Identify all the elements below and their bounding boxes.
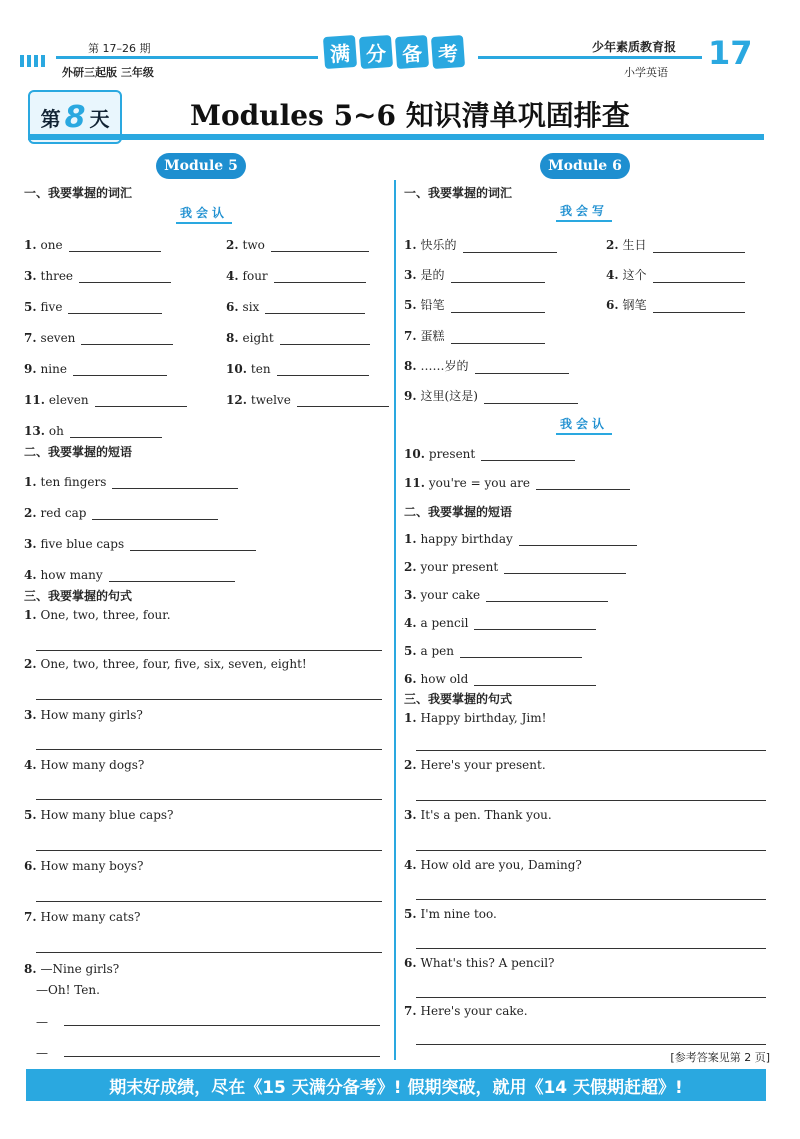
answer-blank[interactable] — [280, 334, 370, 345]
sentence-item: 8. —Nine girls? — [24, 962, 120, 976]
vocab-item: 2. 生日 — [606, 236, 745, 253]
right-section-sentences: 三、我要掌握的句式 — [404, 692, 513, 706]
answer-blank[interactable] — [68, 303, 162, 314]
answer-blank[interactable] — [653, 272, 745, 283]
phrase-item: 4. how many — [24, 568, 235, 582]
answer-line[interactable] — [36, 699, 382, 700]
vocab-item: 6. 钢笔 — [606, 296, 745, 313]
answer-blank[interactable] — [81, 334, 173, 345]
vocab-item: 3. three — [24, 269, 171, 283]
sentence-item: 2. Here's your present. — [404, 758, 546, 772]
vocab-item: 13. oh — [24, 424, 162, 438]
sentence-item: 7. How many cats? — [24, 910, 141, 924]
answer-blank[interactable] — [265, 303, 365, 314]
sentence-item: 3. It's a pen. Thank you. — [404, 808, 552, 822]
header-rule-right — [478, 56, 702, 59]
answer-blank[interactable] — [274, 272, 366, 283]
header-decoration — [20, 52, 48, 71]
answer-line[interactable] — [36, 901, 382, 902]
vocab-item: 11. you're = you are — [404, 476, 630, 490]
answer-note: [参考答案见第 2 页] — [670, 1051, 770, 1064]
vocab-item: 9. nine — [24, 362, 167, 376]
badge-char: 分 — [359, 35, 393, 69]
answer-blank[interactable] — [653, 242, 745, 253]
vocab-item: 8. eight — [226, 331, 370, 345]
sentence-item: 1. Happy birthday, Jim! — [404, 711, 547, 725]
answer-blank[interactable] — [297, 396, 389, 407]
answer-blank[interactable] — [486, 591, 608, 602]
left-sub-recognize: 我会认 — [176, 204, 232, 224]
subject-label: 小学英语 — [624, 66, 668, 79]
dialog-dash: — — [36, 1046, 48, 1060]
phrase-item: 4. a pencil — [404, 616, 596, 630]
title-bar — [28, 134, 764, 140]
answer-line[interactable] — [36, 650, 382, 651]
header-rule-left — [56, 56, 318, 59]
sentence-item: 6. How many boys? — [24, 859, 144, 873]
answer-line[interactable] — [36, 749, 382, 750]
vocab-item: 1. one — [24, 238, 161, 252]
paper-name: 少年素质教育报 — [592, 40, 677, 54]
answer-blank[interactable] — [474, 675, 596, 686]
answer-line[interactable] — [416, 997, 766, 998]
phrase-item: 3. five blue caps — [24, 537, 256, 551]
answer-line[interactable] — [64, 1025, 380, 1026]
answer-blank[interactable] — [69, 241, 161, 252]
day-prefix: 第 — [40, 106, 61, 131]
module-5-pill: Module 5 — [156, 153, 246, 179]
answer-blank[interactable] — [73, 365, 167, 376]
page-number: 17 — [708, 34, 753, 72]
left-section-phrases: 二、我要掌握的短语 — [24, 445, 133, 459]
header-badge — [324, 36, 464, 68]
answer-blank[interactable] — [95, 396, 187, 407]
sentence-item: 4. How many dogs? — [24, 758, 145, 772]
vocab-item: 5. five — [24, 300, 162, 314]
vocab-item: 1. 快乐的 — [404, 236, 557, 253]
right-sub-recognize: 我会认 — [556, 415, 612, 435]
answer-blank[interactable] — [504, 563, 626, 574]
phrase-item: 3. your cake — [404, 588, 608, 602]
vocab-item: 9. 这里(这是) — [404, 387, 578, 404]
left-section-vocab: 一、我要掌握的词汇 — [24, 186, 133, 200]
vocab-item: 4. four — [226, 269, 366, 283]
answer-blank[interactable] — [451, 272, 545, 283]
answer-blank[interactable] — [463, 242, 557, 253]
answer-line[interactable] — [416, 800, 766, 801]
badge-char: 考 — [431, 35, 465, 69]
vocab-item: 5. 铅笔 — [404, 296, 545, 313]
phrase-item: 2. red cap — [24, 506, 218, 520]
sentence-item: 7. Here's your cake. — [404, 1004, 528, 1018]
vocab-item: 12. twelve — [226, 393, 389, 407]
answer-blank[interactable] — [474, 619, 596, 630]
answer-line[interactable] — [416, 899, 766, 900]
day-number: 8 — [64, 99, 86, 135]
answer-blank[interactable] — [130, 540, 256, 551]
phrase-item: 2. your present — [404, 560, 626, 574]
sentence-item: 2. One, two, three, four, five, six, seven, eight! — [24, 657, 307, 671]
page-title: Modules 5~6 知识清单巩固排查 — [190, 99, 630, 132]
answer-blank[interactable] — [112, 478, 238, 489]
answer-blank[interactable] — [451, 333, 545, 344]
sentence-item: 1. One, two, three, four. — [24, 608, 171, 622]
sentence-item: 6. What's this? A pencil? — [404, 956, 555, 970]
footer-banner: 期末好成绩，尽在《15 天满分备考》! 假期突破，就用《14 天假期赶超》! — [26, 1069, 766, 1101]
phrase-item: 1. ten fingers — [24, 475, 238, 489]
answer-blank[interactable] — [79, 272, 171, 283]
column-divider — [394, 180, 396, 1060]
answer-blank[interactable] — [484, 393, 578, 404]
answer-blank[interactable] — [653, 302, 745, 313]
answer-blank[interactable] — [460, 647, 582, 658]
answer-line[interactable] — [36, 952, 382, 953]
answer-line[interactable] — [416, 948, 766, 949]
answer-blank[interactable] — [70, 427, 162, 438]
vocab-item: 6. six — [226, 300, 365, 314]
answer-blank[interactable] — [475, 363, 569, 374]
vocab-item: 7. 蛋糕 — [404, 327, 545, 344]
issue-label: 第 17–26 期 — [88, 42, 151, 55]
answer-blank[interactable] — [536, 479, 630, 490]
answer-line[interactable] — [64, 1056, 380, 1057]
left-section-sentences: 三、我要掌握的句式 — [24, 589, 133, 603]
answer-blank[interactable] — [519, 535, 637, 546]
answer-blank[interactable] — [481, 450, 575, 461]
answer-line[interactable] — [416, 750, 766, 751]
dialog-line: —Oh! Ten. — [36, 983, 100, 997]
badge-char: 备 — [395, 35, 429, 69]
vocab-item: 10. present — [404, 447, 575, 461]
sentence-item: 5. How many blue caps? — [24, 808, 174, 822]
badge-char: 满 — [323, 35, 357, 69]
right-section-vocab: 一、我要掌握的词汇 — [404, 186, 513, 200]
vocab-item: 2. two — [226, 238, 369, 252]
answer-blank[interactable] — [277, 365, 369, 376]
sentence-item: 3. How many girls? — [24, 708, 143, 722]
dialog-dash: — — [36, 1015, 48, 1029]
answer-line[interactable] — [36, 850, 382, 851]
answer-blank[interactable] — [92, 509, 218, 520]
vocab-item: 4. 这个 — [606, 266, 745, 283]
module-6-pill: Module 6 — [540, 153, 630, 179]
vocab-item: 3. 是的 — [404, 266, 545, 283]
answer-line[interactable] — [36, 799, 382, 800]
vocab-item: 11. eleven — [24, 393, 187, 407]
answer-line[interactable] — [416, 1044, 766, 1045]
right-section-phrases: 二、我要掌握的短语 — [404, 505, 513, 519]
sentence-item: 4. How old are you, Daming? — [404, 858, 582, 872]
vocab-item: 10. ten — [226, 362, 369, 376]
phrase-item: 1. happy birthday — [404, 532, 637, 546]
answer-line[interactable] — [416, 850, 766, 851]
edition-label: 外研三起版 三年级 — [62, 66, 154, 79]
day-suffix: 天 — [89, 106, 110, 131]
right-sub-write: 我会写 — [556, 202, 612, 222]
answer-blank[interactable] — [271, 241, 369, 252]
answer-blank[interactable] — [451, 302, 545, 313]
vocab-item: 7. seven — [24, 331, 173, 345]
phrase-item: 6. how old — [404, 672, 596, 686]
phrase-item: 5. a pen — [404, 644, 582, 658]
sentence-item: 5. I'm nine too. — [404, 907, 497, 921]
answer-blank[interactable] — [109, 571, 235, 582]
vocab-item: 8. ……岁的 — [404, 357, 569, 374]
